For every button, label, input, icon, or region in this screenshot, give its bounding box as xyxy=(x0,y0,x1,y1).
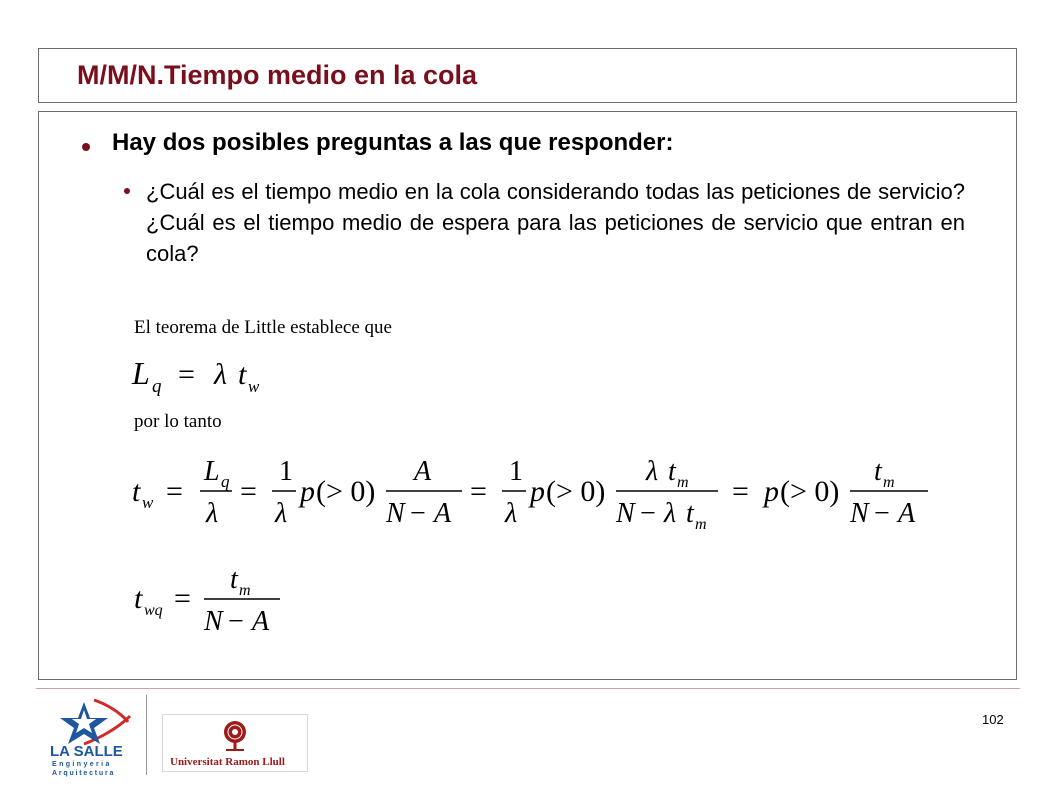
svg-text:t: t xyxy=(132,475,141,508)
title-box xyxy=(38,48,1017,103)
sub-bullet-dot xyxy=(124,188,130,194)
svg-text:t: t xyxy=(686,498,694,529)
bullet-main-text: Hay dos posibles preguntas a las que responder: xyxy=(112,129,674,156)
svg-text:t: t xyxy=(874,456,882,487)
svg-text:=: = xyxy=(470,475,487,508)
svg-text:t: t xyxy=(230,564,238,595)
svg-text:Universitat Ramon Llull: Universitat Ramon Llull xyxy=(170,756,285,768)
svg-text:A: A xyxy=(252,606,270,637)
equation-little xyxy=(130,350,280,400)
svg-text:wq: wq xyxy=(144,602,163,619)
footer-rule xyxy=(36,688,1020,689)
svg-text:λ: λ xyxy=(505,498,518,529)
svg-text:=: = xyxy=(732,475,749,508)
little-theorem-text: El teorema de Little establece que xyxy=(134,317,392,338)
url-logo xyxy=(162,714,308,772)
svg-text:(> 0): (> 0) xyxy=(780,475,840,508)
svg-text:Enginyeria: Enginyeria xyxy=(52,761,112,768)
svg-text:λ: λ xyxy=(206,498,219,529)
svg-text:−: − xyxy=(874,498,890,529)
bullet-sub-text: ¿Cuál es el tiempo medio en la cola considerando todas las peticiones de servicio? ¿Cuál es el tiempo medio de espera para las peticiones de servicio que entran en cola? xyxy=(146,179,965,266)
svg-text:LA SALLE: LA SALLE xyxy=(50,743,123,760)
svg-text:(> 0): (> 0) xyxy=(546,475,606,508)
svg-text:w: w xyxy=(248,377,260,396)
svg-text:−: − xyxy=(410,498,426,529)
svg-text:λ: λ xyxy=(646,456,659,487)
svg-text:λ: λ xyxy=(275,498,288,529)
equation-tw-chain xyxy=(128,444,968,540)
svg-text:q: q xyxy=(152,376,162,397)
svg-text:N: N xyxy=(616,498,635,529)
svg-text:A: A xyxy=(414,456,432,487)
svg-text:1: 1 xyxy=(509,456,523,487)
svg-text:λ: λ xyxy=(214,358,227,391)
svg-text:w: w xyxy=(142,493,154,512)
svg-text:p: p xyxy=(764,475,779,508)
svg-text:=: = xyxy=(240,475,257,508)
lasalle-logo xyxy=(44,694,140,778)
svg-text:L: L xyxy=(204,456,220,487)
svg-text:Arquitectura: Arquitectura xyxy=(52,770,116,777)
svg-text:1: 1 xyxy=(279,456,293,487)
equation-twq xyxy=(130,562,300,642)
svg-text:q: q xyxy=(221,472,230,491)
footer-divider xyxy=(146,695,147,775)
svg-text:m: m xyxy=(695,516,707,533)
svg-text:m: m xyxy=(239,582,251,599)
svg-text:N: N xyxy=(386,498,405,529)
svg-text:−: − xyxy=(640,498,656,529)
svg-text:p: p xyxy=(300,475,315,508)
svg-text:t: t xyxy=(238,358,247,391)
svg-text:A: A xyxy=(898,498,916,529)
svg-text:m: m xyxy=(883,474,895,491)
svg-text:=: = xyxy=(174,582,191,615)
svg-text:p: p xyxy=(530,475,545,508)
svg-text:=: = xyxy=(178,358,195,391)
svg-text:λ: λ xyxy=(664,498,677,529)
svg-text:t: t xyxy=(134,582,143,615)
therefore-text: por lo tanto xyxy=(134,411,222,432)
svg-text:(> 0): (> 0) xyxy=(316,475,376,508)
svg-text:N: N xyxy=(850,498,869,529)
svg-text:m: m xyxy=(677,474,689,491)
svg-text:t: t xyxy=(668,456,676,487)
svg-text:N: N xyxy=(204,606,223,637)
svg-text:=: = xyxy=(166,475,183,508)
svg-text:L: L xyxy=(132,355,150,391)
svg-text:−: − xyxy=(228,606,244,637)
slide-title: M/M/N.Tiempo medio en la cola xyxy=(77,60,478,90)
page-number: 102 xyxy=(982,712,1004,727)
bullet-dot xyxy=(82,143,90,151)
svg-text:A: A xyxy=(434,498,452,529)
